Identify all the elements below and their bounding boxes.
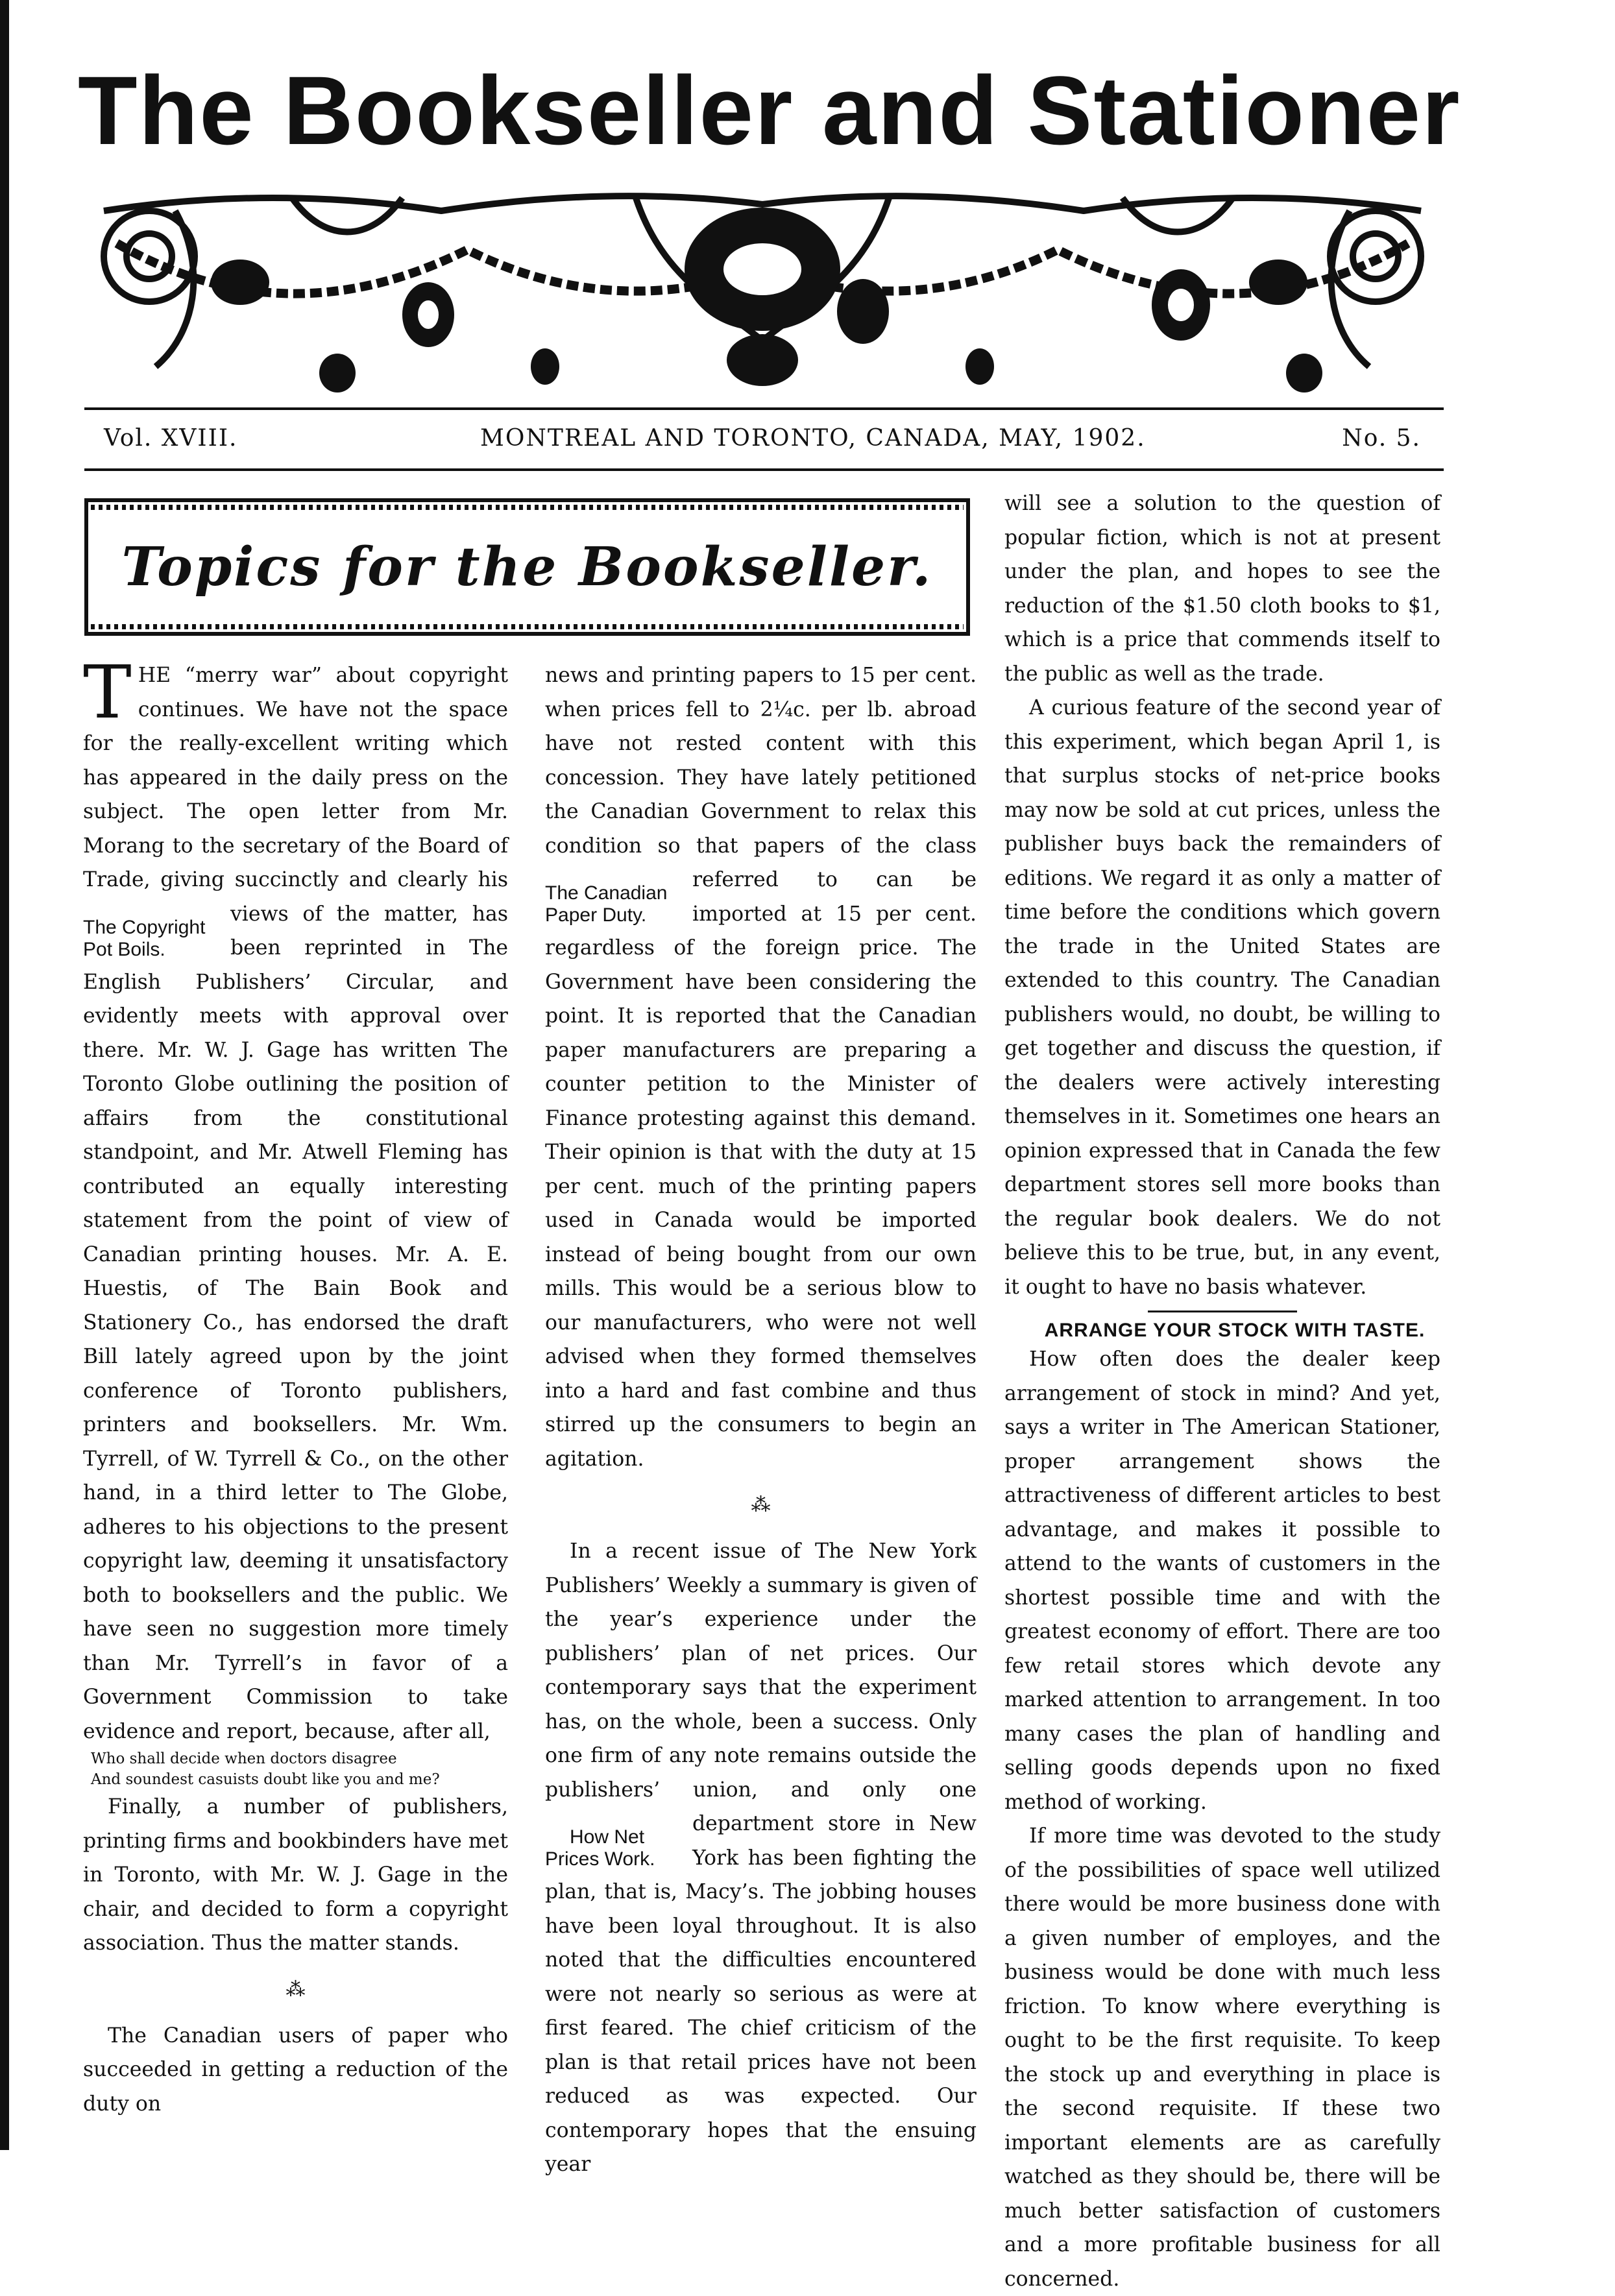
asterism: ⁂ bbox=[285, 1977, 306, 2001]
column-3 bbox=[1004, 487, 1440, 2296]
column-2 bbox=[545, 659, 977, 2182]
drop-cap: T bbox=[83, 651, 132, 735]
verse-line: And soundest casuists doubt like you and me? bbox=[91, 1771, 440, 1788]
section-heading-box bbox=[84, 498, 970, 636]
article-paragraph: will see a solution to the question of popular fiction, which is not at present under the plan, and hopes to see the reduction of the $1.50 cloth books to $1, which is a price that commends itself to the public as well as the trade. bbox=[1004, 492, 1440, 686]
side-heading: The Canadian Paper Duty. bbox=[545, 882, 668, 926]
top-rule bbox=[84, 407, 1444, 410]
page-edge-bar bbox=[0, 0, 9, 2150]
article-paragraph: news and printing papers to 15 per cent. when prices fell to 2¼c. per lb. abroad have not rested content with this concession. They have lately petitioned the Canadian Government to relax this condition so that papers of the class referred to can The Canadian Paper Duty. be imported at 15 per cent. regardless of the foreign price. The Government have been considering the point. It is reported that the Canadian paper manufacturers are preparing a counter petition to the Minister of Finance protesting against this demand. Their opinion is that with the duty at 15 per cent. much of the printing papers used in Canada would be imported instead of being bought from our own mills. This would be a serious blow to our manufacturers, who were not well advised when they formed themselves into a hard and fast combine and thus stirred up the consumers to begin an agitation. bbox=[545, 664, 977, 1471]
section-divider bbox=[1148, 1311, 1297, 1312]
article-paragraph: If more time was devoted to the study of the possibilities of space well utilized there would be more business done with a given number of employes, and the business would be done with much less friction. To know where everything is ought to be the first requisite. To keep the stock up and everything in place is the second requisite. If these two important elements are as carefully watched as they should be, there will be much better satisfaction of customers and a more profitable business for all concerned. bbox=[1004, 1824, 1440, 2291]
article-paragraph: THE “merry war” about copyright continues. We have not the space for the really-excellent writing which has appeared in the daily press on the subject. The open letter from Mr. Morang to the secretary of the Board of Trade, giving succinctly and clearly his The Copyright Pot Boils. views of the matter, has been reprinted in The English Publishers’ Circular, and evidently meets with approval over there. Mr. W. J. Gage has written The Toronto Globe outlining the position of affairs from the constitutional standpoint, and Mr. Atwell Fleming has contributed an equally interesting statement from the point of view of Canadian printing houses. Mr. A. E. Huestis, of The Bain Book and Stationery Co., has endorsed the draft Bill lately agreed upon by the joint conference of Toronto publishers, printers and booksellers. Mr. Wm. Tyrrell, of W. Tyrrell & Co., on the other hand, in a third letter to The Globe, adheres to his objections to the present copyright law, deeming it unsatisfactory both to booksellers and the public. We have seen no suggestion more timely than Mr. Tyrrell’s in favor of a Government Commission to take evidence and report, because, after all, bbox=[83, 651, 508, 1743]
article-paragraph: The Canadian users of paper who succeeded in getting a reduction of the duty on bbox=[83, 2024, 508, 2116]
verse-line: Who shall decide when doctors disagree bbox=[91, 1750, 397, 1767]
article-paragraph: In a recent issue of The New York Publishers’ Weekly a summary is given of the year’s experience under the publishers’ plan of net prices. Our contemporary says that the experiment has, on the whole, been a success. Only one firm of any note remains outside the publishers’ union, and only one department store in New How Net Prices Work. York has been fighting the plan, that is, Macy’s. The jobbing houses have been loyal throughout. It is also noted that the difficulties encountered were not nearly so serious as were at first feared. The chief criticism of the plan is that retail prices have not been reduced as was expected. Our contemporary hopes that the ensuing year bbox=[545, 1540, 977, 2176]
article-paragraph: Finally, a number of publishers, printing firms and bookbinders have met in Toronto, with Mr. W. J. Gage in the chair, and decided to form a copyright association. Thus the matter stands. bbox=[83, 1795, 508, 1955]
bottom-rule bbox=[84, 468, 1444, 471]
asterism: ⁂ bbox=[751, 1493, 771, 1516]
column-1 bbox=[83, 651, 508, 2121]
side-heading: The Copyright Pot Boils. bbox=[83, 916, 206, 960]
article-paragraph: How often does the dealer keep arrangement of stock in mind? And yet, says a writer in The American Stationer, proper arrangement shows the attractiveness of different articles to best advantage, and makes it possible to attend to the wants of customers in the shortest possible time and with the greatest economy of effort. There are too few retail stores which devote any marked attention to arrangement. In too many cases the plan of handling and selling goods depends upon no fixed method of working. bbox=[1004, 1347, 1440, 1814]
place-and-date: MONTREAL AND TORONTO, CANADA, MAY, 1902. bbox=[480, 425, 1146, 452]
subheading: ARRANGE YOUR STOCK WITH TASTE. bbox=[1044, 1320, 1426, 1341]
issue-number: No. 5. bbox=[1342, 425, 1421, 452]
volume-number: Vol. XVIII. bbox=[104, 425, 238, 452]
masthead-title: The Bookseller and Stationer bbox=[78, 56, 1461, 165]
floral-ornament-banner bbox=[78, 172, 1447, 396]
side-heading: How Net Prices Work. bbox=[545, 1826, 655, 1870]
section-heading: Topics for the Bookseller. bbox=[121, 536, 933, 598]
issue-line bbox=[97, 425, 1434, 464]
article-paragraph: A curious feature of the second year of this experiment, which began April 1, is that surplus stocks of net-price books may now be sold at cut prices, unless the publisher buys back the remainders of editions. We regard it as only a matter of time before the conditions which govern the trade in the United States are extended to this country. The Canadian publishers would, no doubt, be willing to get together and discuss the question, if the dealers were actively interesting themselves in it. Sometimes one hears an opinion expressed that in Canada the few department stores sell more books than the regular book dealers. We do not believe this to be true, but, in any event, it ought to have no basis whatever. bbox=[1004, 696, 1440, 1299]
